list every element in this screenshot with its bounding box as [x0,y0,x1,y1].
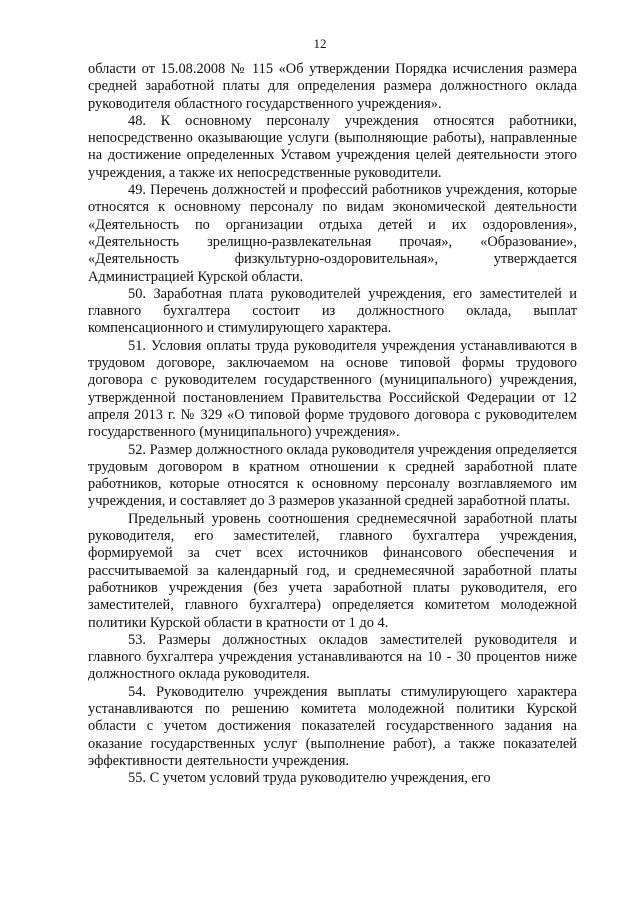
paragraph-54: 54. Руководителю учреждения выплаты стимулирующего характера устанавливаются по решению комитета молодежной политики Курской области с учетом достижения показателей государственного задания на оказание государственных услуг (выполнение работ), а также показателей эффективности деятельности учреждения. [88,683,577,769]
paragraph-continuation: области от 15.08.2008 № 115 «Об утверждении Порядка исчисления размера средней заработной платы для определения размера должностного оклада руководителя областного государственного учреждения». [88,61,577,112]
paragraph-50: 50. Заработная плата руководителей учреждения, его заместителей и главного бухгалтера состоит из должностного оклада, выплат компенсационного и стимулирующего характера. [88,285,577,337]
paragraph-49: 49. Перечень должностей и профессий работников учреждения, которые относятся к основному персоналу по видам экономической деятельности «Деятельность по организации отдыха детей и их оздоровления», «Деятельность зрелищно-развлекательная прочая», «Образование», «Деятельность физкультурно-оздоровительная», утверждается Администрацией Курской области. [88,182,577,285]
paragraph-55: 55. С учетом условий труда руководителю учреждения, его [128,770,491,787]
paragraph-51: 51. Условия оплаты труда руководителя учреждения устанавливаются в трудовом договоре, заключаемом на основе типовой формы трудового договора с руководителем государственного (муниципального) учреждения, утвержденной постановлением Правительства Российской Федерации от 12 апреля 2013 г. № 329 «О типовой форме трудового договора с руководителем государственного (муниципального) учреждения». [88,337,577,441]
paragraph-53: 53. Размеры должностных окладов заместителей руководителя и главного бухгалтера учреждения устанавливаются на 10 - 30 процентов ниже должностного оклада руководителя. [88,631,577,683]
paragraph-52: 52. Размер должностного оклада руководителя учреждения определяется трудовым договором в кратном отношении к средней заработной плате работников, которые относятся к основному персоналу возглавляемого им учреждения, и составляет до 3 размеров указанной средней заработной платы. [88,441,577,510]
paragraph-52-limit: Предельный уровень соотношения среднемесячной заработной платы руководителя, его заместителей, главного бухгалтера учреждения, формируемой за счет всех источников финансового обеспечения и рассчитываемой за календарный год, и среднемесячной заработной платы работников учреждения (без учета заработной платы руководителя, его заместителей, главного бухгалтера) определяется комитетом молодежной политики Курской области в кратности от 1 до 4. [88,510,577,631]
paragraph-48: 48. К основному персоналу учреждения относятся работники, непосредственно оказывающие услуги (выполняющие работы), направленные на достижение определенных Уставом учреждения целей деятельности этого учреждения, а также их непосредственные руководители. [88,112,577,181]
document-body [88,61,577,787]
page-number: 12 [313,36,327,51]
